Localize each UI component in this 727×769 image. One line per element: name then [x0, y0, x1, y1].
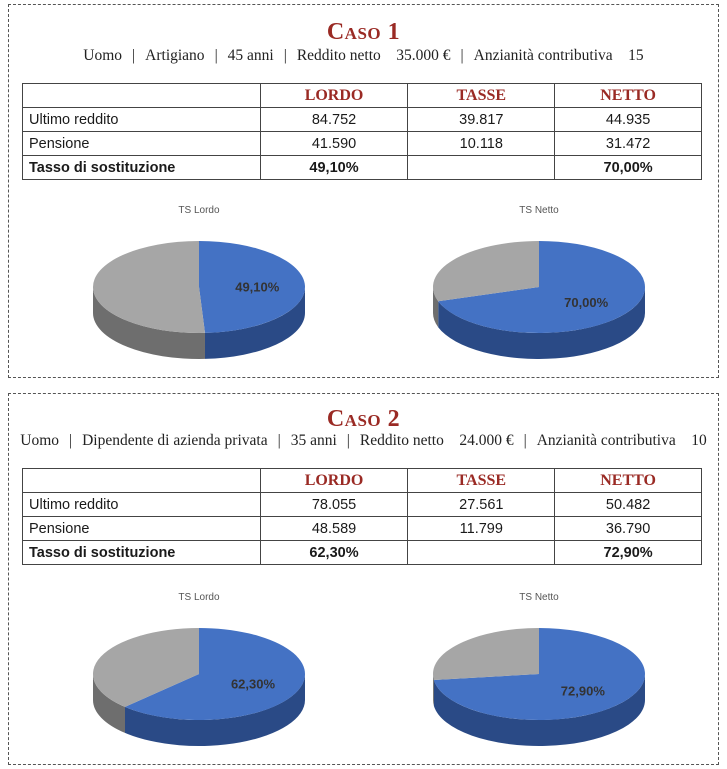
table-header-row [23, 469, 702, 493]
chart-title: TS Lordo [178, 592, 220, 603]
row-label: Tasso di sostituzione [23, 541, 261, 565]
row-label: Ultimo reddito [23, 493, 261, 517]
header-lordo: LORDO [260, 469, 408, 493]
header-netto: NETTO [555, 469, 702, 493]
cell-netto: 50.482 [555, 493, 702, 517]
profile-item: Dipendente di azienda privata [82, 432, 268, 449]
chart-title: TS Lordo [178, 205, 220, 216]
slice-rest [433, 628, 539, 680]
slice-label: 62,30% [230, 676, 276, 692]
slice-label: 49,10% [235, 279, 280, 295]
cell-tasse [408, 156, 555, 180]
cell-tasse: 39.817 [408, 108, 555, 132]
profile-item: Reddito netto 35.000 € [296, 47, 451, 64]
cell-lordo: 62,30% [260, 541, 408, 565]
cell-tasse: 27.561 [408, 493, 555, 517]
caso-1-section [8, 4, 719, 378]
pie-chart-ts-lordo [69, 197, 329, 373]
row-label: Pensione [23, 517, 261, 541]
pie-chart-ts-netto [409, 197, 669, 373]
cell-lordo: 49,10% [260, 156, 408, 180]
data-table [22, 83, 702, 180]
cell-netto: 70,00% [555, 156, 702, 180]
profile-item: Artigiano [145, 47, 205, 64]
cell-netto: 72,90% [555, 541, 702, 565]
table-row [23, 132, 702, 156]
header-netto: NETTO [555, 84, 702, 108]
chart-title: TS Netto [519, 592, 559, 603]
cell-netto: 44.935 [555, 108, 702, 132]
cell-lordo: 48.589 [260, 517, 408, 541]
caso-2-section [8, 393, 719, 765]
profile-item: Anzianità contributiva 15 [473, 47, 644, 64]
chart-title: TS Netto [519, 205, 559, 216]
slice-label: 72,90% [560, 683, 605, 699]
cell-netto: 36.790 [555, 517, 702, 541]
profile-item: Uomo [20, 432, 59, 449]
table-row [23, 493, 702, 517]
table-row [23, 108, 702, 132]
table-header-row [23, 84, 702, 108]
header-tasse: TASSE [408, 469, 555, 493]
table-row [23, 517, 702, 541]
cell-lordo: 84.752 [260, 108, 408, 132]
pie-chart-ts-netto [409, 584, 669, 760]
cell-lordo: 41.590 [260, 132, 408, 156]
caso-profile: Uomo | Artigiano | 45 anni | Reddito netto 35.000 € | Anzianità contributiva 15 [83, 47, 644, 64]
cell-tasse: 10.118 [408, 132, 555, 156]
caso-title: Caso 1 [326, 19, 401, 45]
profile-item: 35 anni [290, 432, 337, 449]
profile-item: Reddito netto 24.000 € [359, 432, 514, 449]
row-label: Pensione [23, 132, 261, 156]
profile-item: Anzianità contributiva 10 [536, 432, 707, 449]
slice-label: 70,00% [564, 294, 609, 310]
cell-tasse: 11.799 [408, 517, 555, 541]
header-lordo: LORDO [260, 84, 408, 108]
row-label: Ultimo reddito [23, 108, 261, 132]
caso-title: Caso 2 [326, 406, 401, 432]
cell-lordo: 78.055 [260, 493, 408, 517]
data-table [22, 468, 702, 565]
pie-chart-ts-lordo [69, 584, 329, 760]
table-row [23, 156, 702, 180]
cell-netto: 31.472 [555, 132, 702, 156]
caso-profile: Uomo | Dipendente di azienda privata | 35 anni | Reddito netto 24.000 € | Anzianità contributiva 10 [20, 432, 707, 449]
header-tasse: TASSE [408, 84, 555, 108]
profile-item: Uomo [83, 47, 123, 64]
row-label: Tasso di sostituzione [23, 156, 261, 180]
profile-item: 45 anni [227, 47, 274, 64]
table-row [23, 541, 702, 565]
cell-tasse [408, 541, 555, 565]
